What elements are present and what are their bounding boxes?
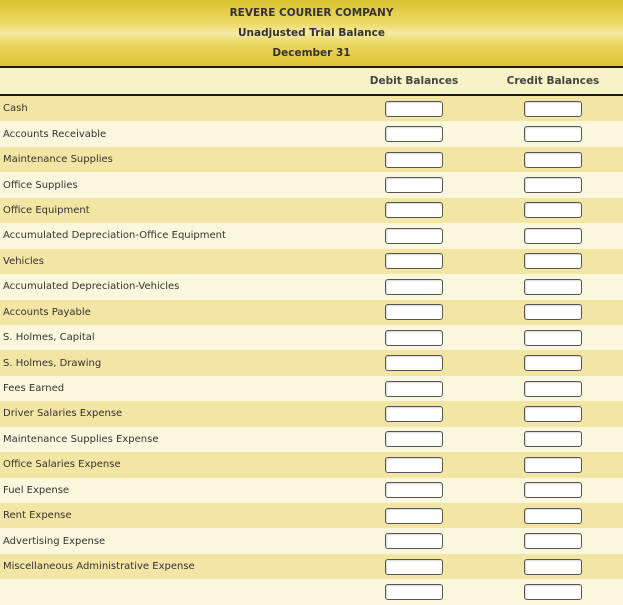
credit-cell bbox=[483, 533, 623, 549]
company-name: REVERE COURIER COMPANY bbox=[229, 7, 394, 19]
debit-amount-input[interactable] bbox=[385, 304, 443, 320]
account-name: Vehicles bbox=[3, 255, 44, 267]
table-row bbox=[0, 427, 623, 452]
account-name: Maintenance Supplies Expense bbox=[3, 433, 159, 445]
account-name: Maintenance Supplies bbox=[3, 154, 113, 166]
credit-amount-input[interactable] bbox=[524, 406, 582, 422]
credit-amount-input[interactable] bbox=[524, 330, 582, 346]
credit-amount-input[interactable] bbox=[524, 279, 582, 295]
credit-amount-input[interactable] bbox=[524, 482, 582, 498]
account-name: Office Salaries Expense bbox=[3, 459, 121, 471]
credit-amount-input[interactable] bbox=[524, 304, 582, 320]
debit-cell bbox=[345, 406, 483, 422]
credit-amount-input[interactable] bbox=[524, 228, 582, 244]
credit-cell bbox=[483, 381, 623, 397]
credit-cell bbox=[483, 101, 623, 117]
debit-amount-input[interactable] bbox=[385, 330, 443, 346]
debit-amount-input[interactable] bbox=[385, 279, 443, 295]
debit-amount-input[interactable] bbox=[385, 406, 443, 422]
credit-amount-input[interactable] bbox=[524, 126, 582, 142]
debit-amount-input[interactable] bbox=[385, 126, 443, 142]
debit-cell bbox=[345, 253, 483, 269]
table-row bbox=[0, 478, 623, 503]
credit-cell bbox=[483, 279, 623, 295]
account-name: S. Holmes, Capital bbox=[3, 332, 95, 344]
account-name: Accumulated Depreciation-Vehicles bbox=[3, 281, 180, 293]
debit-cell bbox=[345, 584, 483, 600]
debit-cell bbox=[345, 482, 483, 498]
debit-amount-input[interactable] bbox=[385, 533, 443, 549]
report-header bbox=[0, 0, 623, 68]
credit-amount-input[interactable] bbox=[524, 457, 582, 473]
debit-amount-input[interactable] bbox=[385, 202, 443, 218]
debit-cell bbox=[345, 228, 483, 244]
credit-amount-input[interactable] bbox=[524, 355, 582, 371]
account-name: Driver Salaries Expense bbox=[3, 408, 123, 420]
account-name: Fees Earned bbox=[3, 383, 65, 395]
credit-cell bbox=[483, 202, 623, 218]
table-row bbox=[0, 401, 623, 426]
debit-amount-input[interactable] bbox=[385, 431, 443, 447]
debit-cell bbox=[345, 177, 483, 193]
table-row bbox=[0, 503, 623, 528]
debit-cell bbox=[345, 431, 483, 447]
table-row bbox=[0, 172, 623, 197]
credit-cell bbox=[483, 508, 623, 524]
account-rows bbox=[0, 96, 623, 605]
table-row bbox=[0, 325, 623, 350]
account-name: Fuel Expense bbox=[3, 484, 70, 496]
credit-amount-input[interactable] bbox=[524, 202, 582, 218]
debit-cell bbox=[345, 533, 483, 549]
credit-cell bbox=[483, 355, 623, 371]
credit-amount-input[interactable] bbox=[524, 253, 582, 269]
account-name: Advertising Expense bbox=[3, 535, 106, 547]
credit-cell bbox=[483, 457, 623, 473]
debit-column-header: Debit Balances bbox=[369, 75, 459, 87]
debit-amount-input[interactable] bbox=[385, 559, 443, 575]
debit-cell bbox=[345, 330, 483, 346]
credit-cell bbox=[483, 177, 623, 193]
credit-cell bbox=[483, 126, 623, 142]
credit-amount-input[interactable] bbox=[524, 152, 582, 168]
account-name: Cash bbox=[3, 103, 28, 115]
credit-amount-input[interactable] bbox=[524, 508, 582, 524]
table-row bbox=[0, 579, 623, 604]
account-name: Accumulated Depreciation-Office Equipment bbox=[3, 230, 226, 242]
credit-cell bbox=[483, 584, 623, 600]
table-row bbox=[0, 249, 623, 274]
debit-cell bbox=[345, 202, 483, 218]
credit-amount-input[interactable] bbox=[524, 381, 582, 397]
table-row bbox=[0, 376, 623, 401]
table-row bbox=[0, 96, 623, 121]
credit-amount-input[interactable] bbox=[524, 584, 582, 600]
credit-amount-input[interactable] bbox=[524, 559, 582, 575]
report-date: December 31 bbox=[272, 47, 351, 59]
table-row bbox=[0, 528, 623, 553]
column-headers bbox=[0, 68, 623, 96]
debit-cell bbox=[345, 355, 483, 371]
debit-amount-input[interactable] bbox=[385, 253, 443, 269]
debit-amount-input[interactable] bbox=[385, 177, 443, 193]
debit-cell bbox=[345, 508, 483, 524]
table-row bbox=[0, 198, 623, 223]
debit-amount-input[interactable] bbox=[385, 101, 443, 117]
account-name: Accounts Payable bbox=[3, 306, 91, 318]
credit-amount-input[interactable] bbox=[524, 101, 582, 117]
credit-cell bbox=[483, 330, 623, 346]
debit-amount-input[interactable] bbox=[385, 355, 443, 371]
table-row bbox=[0, 452, 623, 477]
account-name: Rent Expense bbox=[3, 510, 72, 522]
table-row bbox=[0, 300, 623, 325]
credit-column-header: Credit Balances bbox=[506, 75, 600, 87]
debit-cell bbox=[345, 126, 483, 142]
credit-cell bbox=[483, 406, 623, 422]
debit-cell bbox=[345, 381, 483, 397]
table-row bbox=[0, 147, 623, 172]
debit-cell bbox=[345, 279, 483, 295]
debit-amount-input[interactable] bbox=[385, 482, 443, 498]
account-name: Office Supplies bbox=[3, 179, 78, 191]
credit-cell bbox=[483, 152, 623, 168]
debit-cell bbox=[345, 457, 483, 473]
report-title: Unadjusted Trial Balance bbox=[238, 27, 385, 39]
table-row bbox=[0, 121, 623, 146]
account-name: S. Holmes, Drawing bbox=[3, 357, 102, 369]
credit-amount-input[interactable] bbox=[524, 177, 582, 193]
credit-amount-input[interactable] bbox=[524, 533, 582, 549]
account-name: Office Equipment bbox=[3, 204, 90, 216]
debit-cell bbox=[345, 559, 483, 575]
debit-amount-input[interactable] bbox=[385, 584, 443, 600]
table-row bbox=[0, 350, 623, 375]
debit-amount-input[interactable] bbox=[385, 457, 443, 473]
credit-cell bbox=[483, 482, 623, 498]
credit-cell bbox=[483, 559, 623, 575]
table-row bbox=[0, 274, 623, 299]
debit-cell bbox=[345, 101, 483, 117]
table-row bbox=[0, 554, 623, 579]
debit-amount-input[interactable] bbox=[385, 381, 443, 397]
debit-amount-input[interactable] bbox=[385, 152, 443, 168]
account-name: Miscellaneous Administrative Expense bbox=[3, 561, 195, 573]
credit-cell bbox=[483, 228, 623, 244]
debit-amount-input[interactable] bbox=[385, 508, 443, 524]
credit-amount-input[interactable] bbox=[524, 431, 582, 447]
credit-cell bbox=[483, 253, 623, 269]
account-name: Accounts Receivable bbox=[3, 128, 107, 140]
credit-cell bbox=[483, 304, 623, 320]
debit-cell bbox=[345, 152, 483, 168]
table-row bbox=[0, 223, 623, 248]
debit-cell bbox=[345, 304, 483, 320]
debit-amount-input[interactable] bbox=[385, 228, 443, 244]
credit-cell bbox=[483, 431, 623, 447]
